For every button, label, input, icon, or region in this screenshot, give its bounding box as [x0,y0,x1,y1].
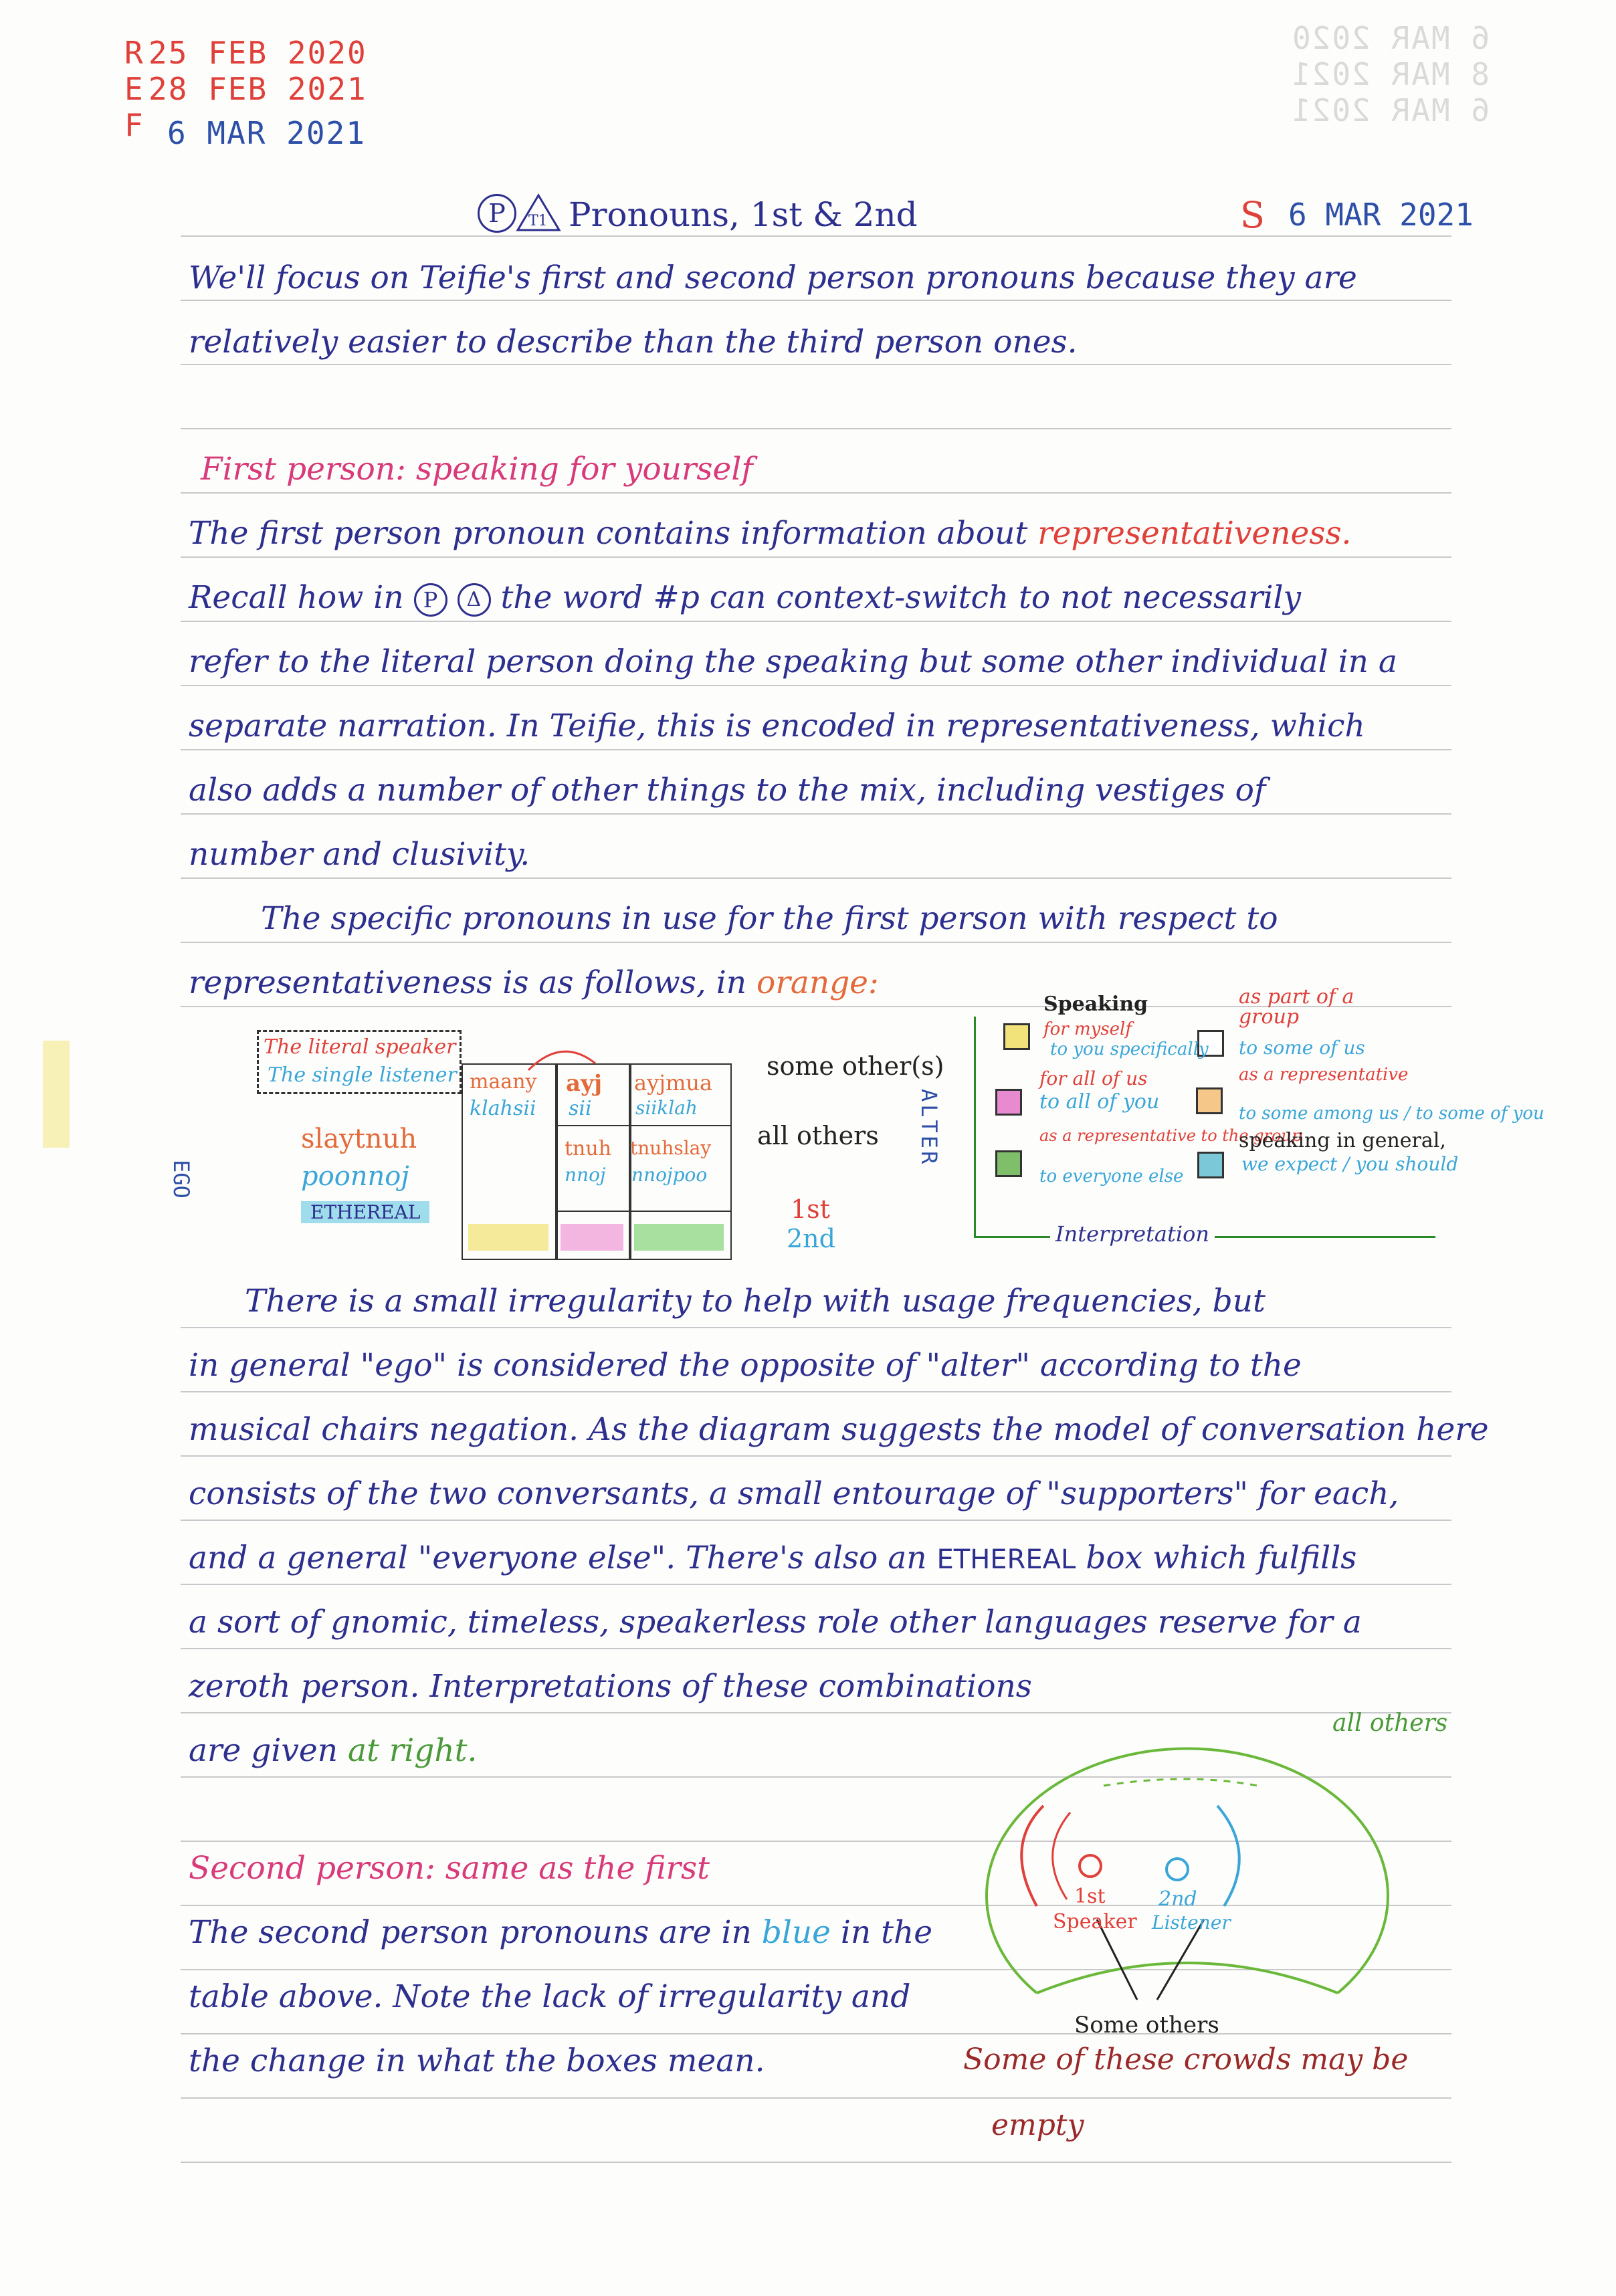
pronoun-orange: maany [470,1070,537,1093]
note-text-empty: empty [991,2108,1084,2142]
pronoun-blue: siiklah [635,1097,698,1119]
text-line: separate narration. In Teifie, this is encoded in representativeness, which [189,708,1365,744]
triangle-circle-icon: Δ [458,583,491,617]
alter-label: ALTER [916,1089,942,1167]
ref-letter: R [124,35,144,71]
legend-bracket [974,1017,976,1237]
faded-stamp [1291,20,1490,128]
text-line: representativeness is as follows, in orange: [189,964,879,1001]
pronoun-orange: ayjmua [634,1070,713,1095]
p-circle-icon: P [414,583,447,617]
blue-word: blue [761,1914,831,1951]
legend-text: as a representative to the group [1039,1126,1302,1145]
text-line: a sort of gnomic, timeless, speakerless role other languages reserve for a [189,1604,1362,1641]
second-label: 2nd [1158,1887,1197,1911]
some-others-label: Some others [1074,2012,1219,2039]
text-line: The first person pronoun contains information about representativeness. [189,515,1352,552]
conversation-circle [936,1712,1485,2033]
p-circle-icon: P [478,194,516,233]
arrow-icon [522,1043,602,1077]
ref-letter: E [124,71,144,107]
stamp-date: 6 MAR 2021 [167,115,366,151]
text-line: and a general "everyone else". There's also an ETHEREAL box which fulfills [189,1540,1357,1576]
faded-date: 8 MAR 2021 [1291,56,1490,92]
text-line: We'll focus on Teifie's first and second person pronouns because they are [189,259,1357,296]
note-text: Some of these crowds may be [963,2043,1409,2077]
faded-date: 6 MAR 2021 [1291,92,1490,128]
legend-text: as a representative [1239,1065,1409,1085]
all-others-label: all others [1332,1709,1448,1737]
text-line: also adds a number of other things to the mix, including vestiges of [189,772,1266,809]
legend-text: to everyone else [1039,1166,1184,1186]
yellow-swatch [468,1224,548,1251]
green-phrase: at right. [347,1732,478,1769]
page-title: Pronouns, 1st & 2nd [569,195,918,234]
pink-swatch [561,1224,623,1251]
highlighter-mark [43,1041,70,1148]
legend-text: to some among us / to some of you [1239,1104,1544,1124]
first-label: 1st [791,1194,830,1224]
pronoun-blue: klahsii [470,1097,536,1120]
pronoun-orange: ayj [566,1070,603,1097]
literal-speaker-label: The literal speaker [264,1035,456,1059]
text-line: The second person pronouns are in blue in the [189,1914,933,1951]
first-label: 1st [1074,1885,1106,1908]
text-line: are given at right. [189,1732,478,1769]
single-listener-label: The single listener [268,1063,457,1087]
text-line: There is a small irregularity to help with usage frequencies, but [245,1283,1266,1320]
text-line: in general "ego" is considered the opposite of "alter" according to the [189,1347,1302,1384]
legend-text: we expect / you should [1241,1153,1459,1175]
pronoun-orange: tnuh [565,1137,612,1160]
pronoun-blue: nnojpoo [631,1164,708,1186]
legend-swatch-yellow [1003,1023,1030,1050]
text-line: refer to the literal person doing the speaking but some other individual in a [189,643,1397,680]
ethereal-word: ETHEREAL [936,1544,1076,1575]
highlight-representativeness: representativeness. [1037,515,1352,552]
legend-swatch-cyan [1197,1152,1224,1178]
second-label: 2nd [787,1224,835,1253]
orange-word: orange: [756,964,879,1001]
pronoun-blue: sii [569,1097,592,1120]
pronoun-orange: slaytnuh [301,1124,417,1154]
speaker-label: Speaker [1053,1910,1137,1934]
legend-header-speaking: Speaking [1043,993,1148,1016]
ref-letter: F [124,107,144,143]
legend-text: to some of us [1239,1037,1365,1059]
text-line: musical chairs negation. As the diagram suggests the model of conversation here [189,1411,1489,1448]
stamp-date: 28 FEB 2021 [148,71,367,107]
header-date: 6 MAR 2021 [1288,197,1474,233]
text-line: zeroth person. Interpretations of these combinations [189,1668,1032,1705]
listener-label: Listener [1152,1911,1231,1934]
text-line: table above. Note the lack of irregularity and [189,1978,911,2015]
pronoun-blue: poonnoj [301,1161,409,1192]
section-heading-first-person: First person: speaking for yourself [201,451,753,488]
legend-text: for myself [1043,1019,1132,1039]
text-line: consists of the two conversants, a small entourage of "supporters" for each, [189,1475,1399,1512]
text-line: relatively easier to describe than the third person ones. [189,324,1078,360]
legend-header-group: as part of a group [1239,985,1354,1029]
legend-swatch-green [995,1150,1022,1177]
legend-text: speaking in general, [1239,1129,1446,1152]
text-line: The specific pronouns in use for the first person with respect to [261,900,1278,937]
legend-text: to you specifically [1050,1039,1209,1059]
triangle-icon-label: T1 [528,213,548,229]
section-heading-second-person: Second person: same as the first [189,1850,710,1887]
legend-footer: Interpretation [1050,1221,1215,1247]
pronoun-orange: tnuhslay [630,1137,712,1159]
legend-swatch-pink [995,1089,1022,1116]
some-others-label: some other(s) [767,1051,944,1081]
ego-label: EGO [169,1160,194,1198]
faded-date: 6 MAR 2020 [1291,20,1490,56]
s-label: S [1240,194,1265,236]
ethereal-box: ETHEREAL [301,1201,429,1223]
pronoun-blue: nnoj [565,1164,606,1186]
green-swatch [634,1224,724,1251]
stamp-date: 25 FEB 2020 [148,35,367,71]
text-line: the change in what the boxes mean. [189,2043,765,2079]
legend-text: for all of us [1039,1067,1148,1089]
legend-swatch-orange [1196,1087,1223,1114]
text-line: number and clusivity. [189,836,530,873]
legend-text: to all of you [1039,1090,1160,1114]
text-line: Recall how in P Δ the word #p can context-switch to not necessarily [189,579,1302,616]
all-others-label: all others [757,1121,879,1150]
